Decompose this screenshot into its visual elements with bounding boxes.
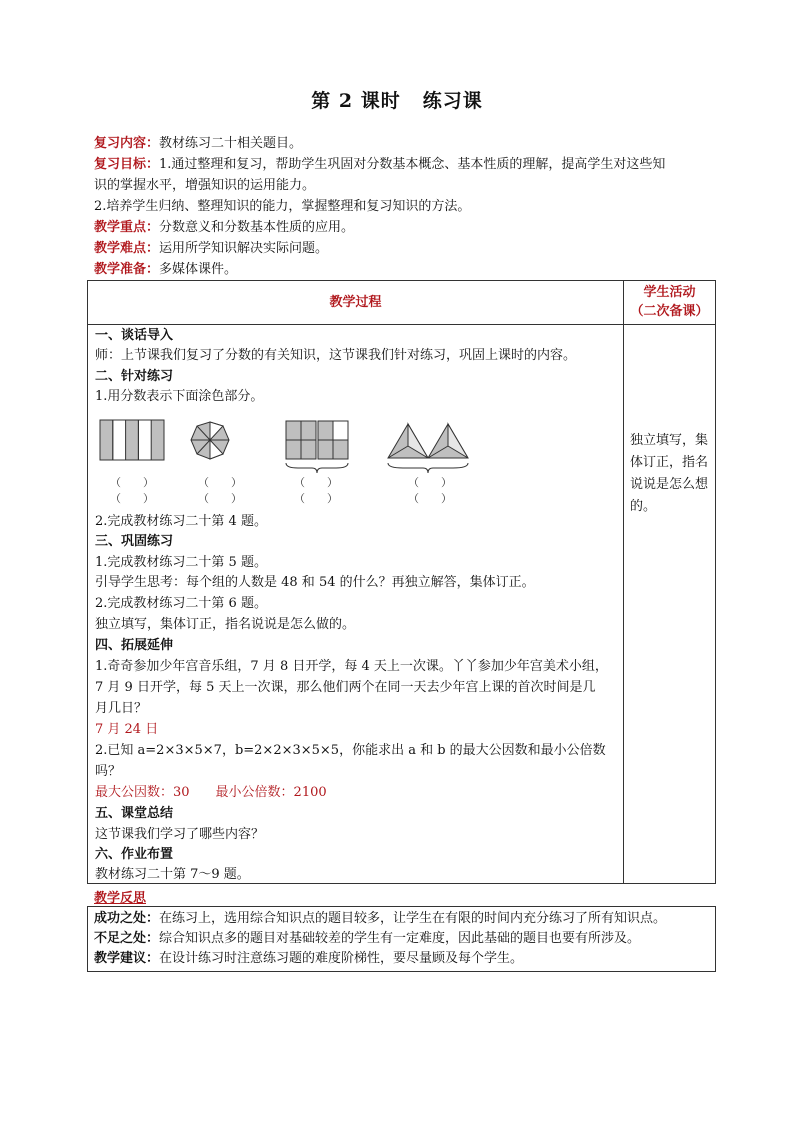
header-teaching-process: 教学过程 — [329, 295, 382, 310]
header-activity-line1: 学生活动 — [643, 285, 696, 300]
student-activity-note: 独立填写，集体订正，指名说说是怎么想的。 — [630, 433, 709, 514]
difficulty-label: 教学难点： — [94, 241, 160, 256]
answer-blank-1[interactable] — [110, 474, 154, 506]
header-activity-line2: （二次备课） — [630, 304, 709, 319]
header-divider — [88, 324, 715, 325]
reflection-box — [87, 906, 716, 972]
section4-q2-line2: 吗？ — [95, 764, 122, 779]
section4-q1-line3: 月几日？ — [95, 701, 148, 716]
key-point-label: 教学重点： — [94, 220, 160, 235]
section6-text: 教材练习二十第 7～9 题。 — [95, 867, 250, 882]
review-content-line — [94, 134, 734, 154]
column-divider — [623, 281, 624, 884]
blank-numerator-2: （ ） — [198, 476, 242, 489]
section2-heading: 二、针对练习 — [95, 369, 174, 384]
shortcoming-label: 不足之处： — [94, 931, 160, 946]
success-text: 在练习上，选用综合知识点的题目较多，让学生在有限的时间内充分练习了所有知识点。 — [159, 911, 667, 926]
section4-q2-line1: 2.已知 a=2×3×5×7，b=2×2×3×5×5，你能求出 a 和 b 的最大公因数和最小公倍数 — [95, 743, 606, 758]
blank-denominator-2: （ ） — [198, 492, 242, 505]
blank-denominator-4: （ ） — [408, 492, 452, 505]
section6-heading: 六、作业布置 — [95, 847, 174, 862]
difficulty-text: 运用所学知识解决实际问题。 — [159, 241, 329, 256]
blank-denominator-3: （ ） — [294, 492, 338, 505]
review-content-text: 教材练习二十相关题目。 — [159, 136, 303, 151]
success-label: 成功之处： — [94, 911, 160, 926]
section1-heading: 一、谈话导入 — [95, 328, 174, 343]
section3-guide: 引导学生思考：每个组的人数是 48 和 54 的什么？再独立解答，集体订正。 — [95, 575, 535, 590]
preparation-text: 多媒体课件。 — [159, 262, 238, 277]
review-goal-line3: 2.培养学生归纳、整理知识的能力，掌握整理和复习知识的方法。 — [94, 199, 471, 214]
reflection-success — [94, 909, 666, 929]
section3-heading: 三、巩固练习 — [95, 534, 174, 549]
section4-answer1: 7 月 24 日 — [95, 722, 159, 737]
review-goal-line1 — [94, 155, 734, 175]
answer-blank-2[interactable] — [198, 474, 242, 506]
review-goal-line2: 识的掌握水平，增强知识的运用能力。 — [94, 178, 316, 193]
suggestion-label: 教学建议： — [94, 951, 160, 966]
reflection-shortcoming — [94, 929, 640, 949]
teaching-process-table — [87, 280, 716, 884]
blank-numerator-3: （ ） — [294, 476, 338, 489]
reflection-label: 教学反思 — [94, 891, 147, 906]
section4-answer2: 最大公因数：30 最小公倍数：2100 — [95, 785, 327, 800]
blank-denominator-1: （ ） — [110, 492, 154, 505]
section1-text: 师：上节课我们复习了分数的有关知识，这节课我们针对练习，巩固上课时的内容。 — [95, 348, 577, 363]
fraction-figures — [98, 418, 478, 508]
shortcoming-text: 综合知识点多的题目对基础较差的学生有一定难度，因此基础的题目也要有所涉及。 — [159, 931, 641, 946]
reflection-suggestion — [94, 949, 523, 969]
difficulty-line — [94, 239, 734, 259]
section3-q1: 1.完成教材练习二十第 5 题。 — [95, 555, 267, 570]
section3-q2: 2.完成教材练习二十第 6 题。 — [95, 596, 267, 611]
section4-q1-line1: 1.奇奇参加少年宫音乐组，7 月 8 日开学，每 4 天上一次课。丫丫参加少年宫美术小组， — [95, 659, 608, 674]
preparation-line — [94, 260, 734, 280]
review-goal-text-1: 1.通过整理和复习，帮助学生巩固对分数基本概念、基本性质的理解，提高学生对这些知 — [159, 157, 666, 172]
answer-blank-3[interactable] — [294, 474, 338, 506]
title-lesson-name: 练习课 — [422, 90, 483, 112]
review-content-label: 复习内容： — [94, 136, 160, 151]
header-student-activity — [624, 283, 715, 321]
section4-q1-line2: 7 月 9 日开学，每 5 天上一次课，那么他们两个在同一天去少年宫上课的首次时间是几 — [95, 680, 596, 695]
page-title — [0, 86, 794, 113]
figure-octagon — [191, 422, 229, 459]
section5-text: 这节课我们学习了哪些内容？ — [95, 827, 265, 842]
key-point-text: 分数意义和分数基本性质的应用。 — [159, 220, 355, 235]
title-lesson-number: 第 2 课时 — [311, 90, 401, 112]
preparation-label: 教学准备： — [94, 262, 160, 277]
answer-blank-4[interactable] — [408, 474, 452, 506]
section5-heading: 五、课堂总结 — [95, 806, 174, 821]
section2-q1: 1.用分数表示下面涂色部分。 — [95, 389, 264, 404]
section2-q2: 2.完成教材练习二十第 4 题。 — [95, 514, 267, 529]
review-goal-label: 复习目标： — [94, 157, 160, 172]
section3-note: 独立填写，集体订正，指名说说是怎么做的。 — [95, 617, 356, 632]
figure-double-triangle — [388, 424, 468, 473]
blank-numerator-1: （ ） — [110, 476, 154, 489]
figure-double-square — [286, 421, 348, 473]
key-point-line — [94, 218, 734, 238]
section4-heading: 四、拓展延伸 — [95, 638, 174, 653]
suggestion-text: 在设计练习时注意练习题的难度阶梯性，要尽量顾及每个学生。 — [159, 951, 524, 966]
figure-rectangle-strips — [100, 420, 164, 460]
blank-numerator-4: （ ） — [408, 476, 452, 489]
